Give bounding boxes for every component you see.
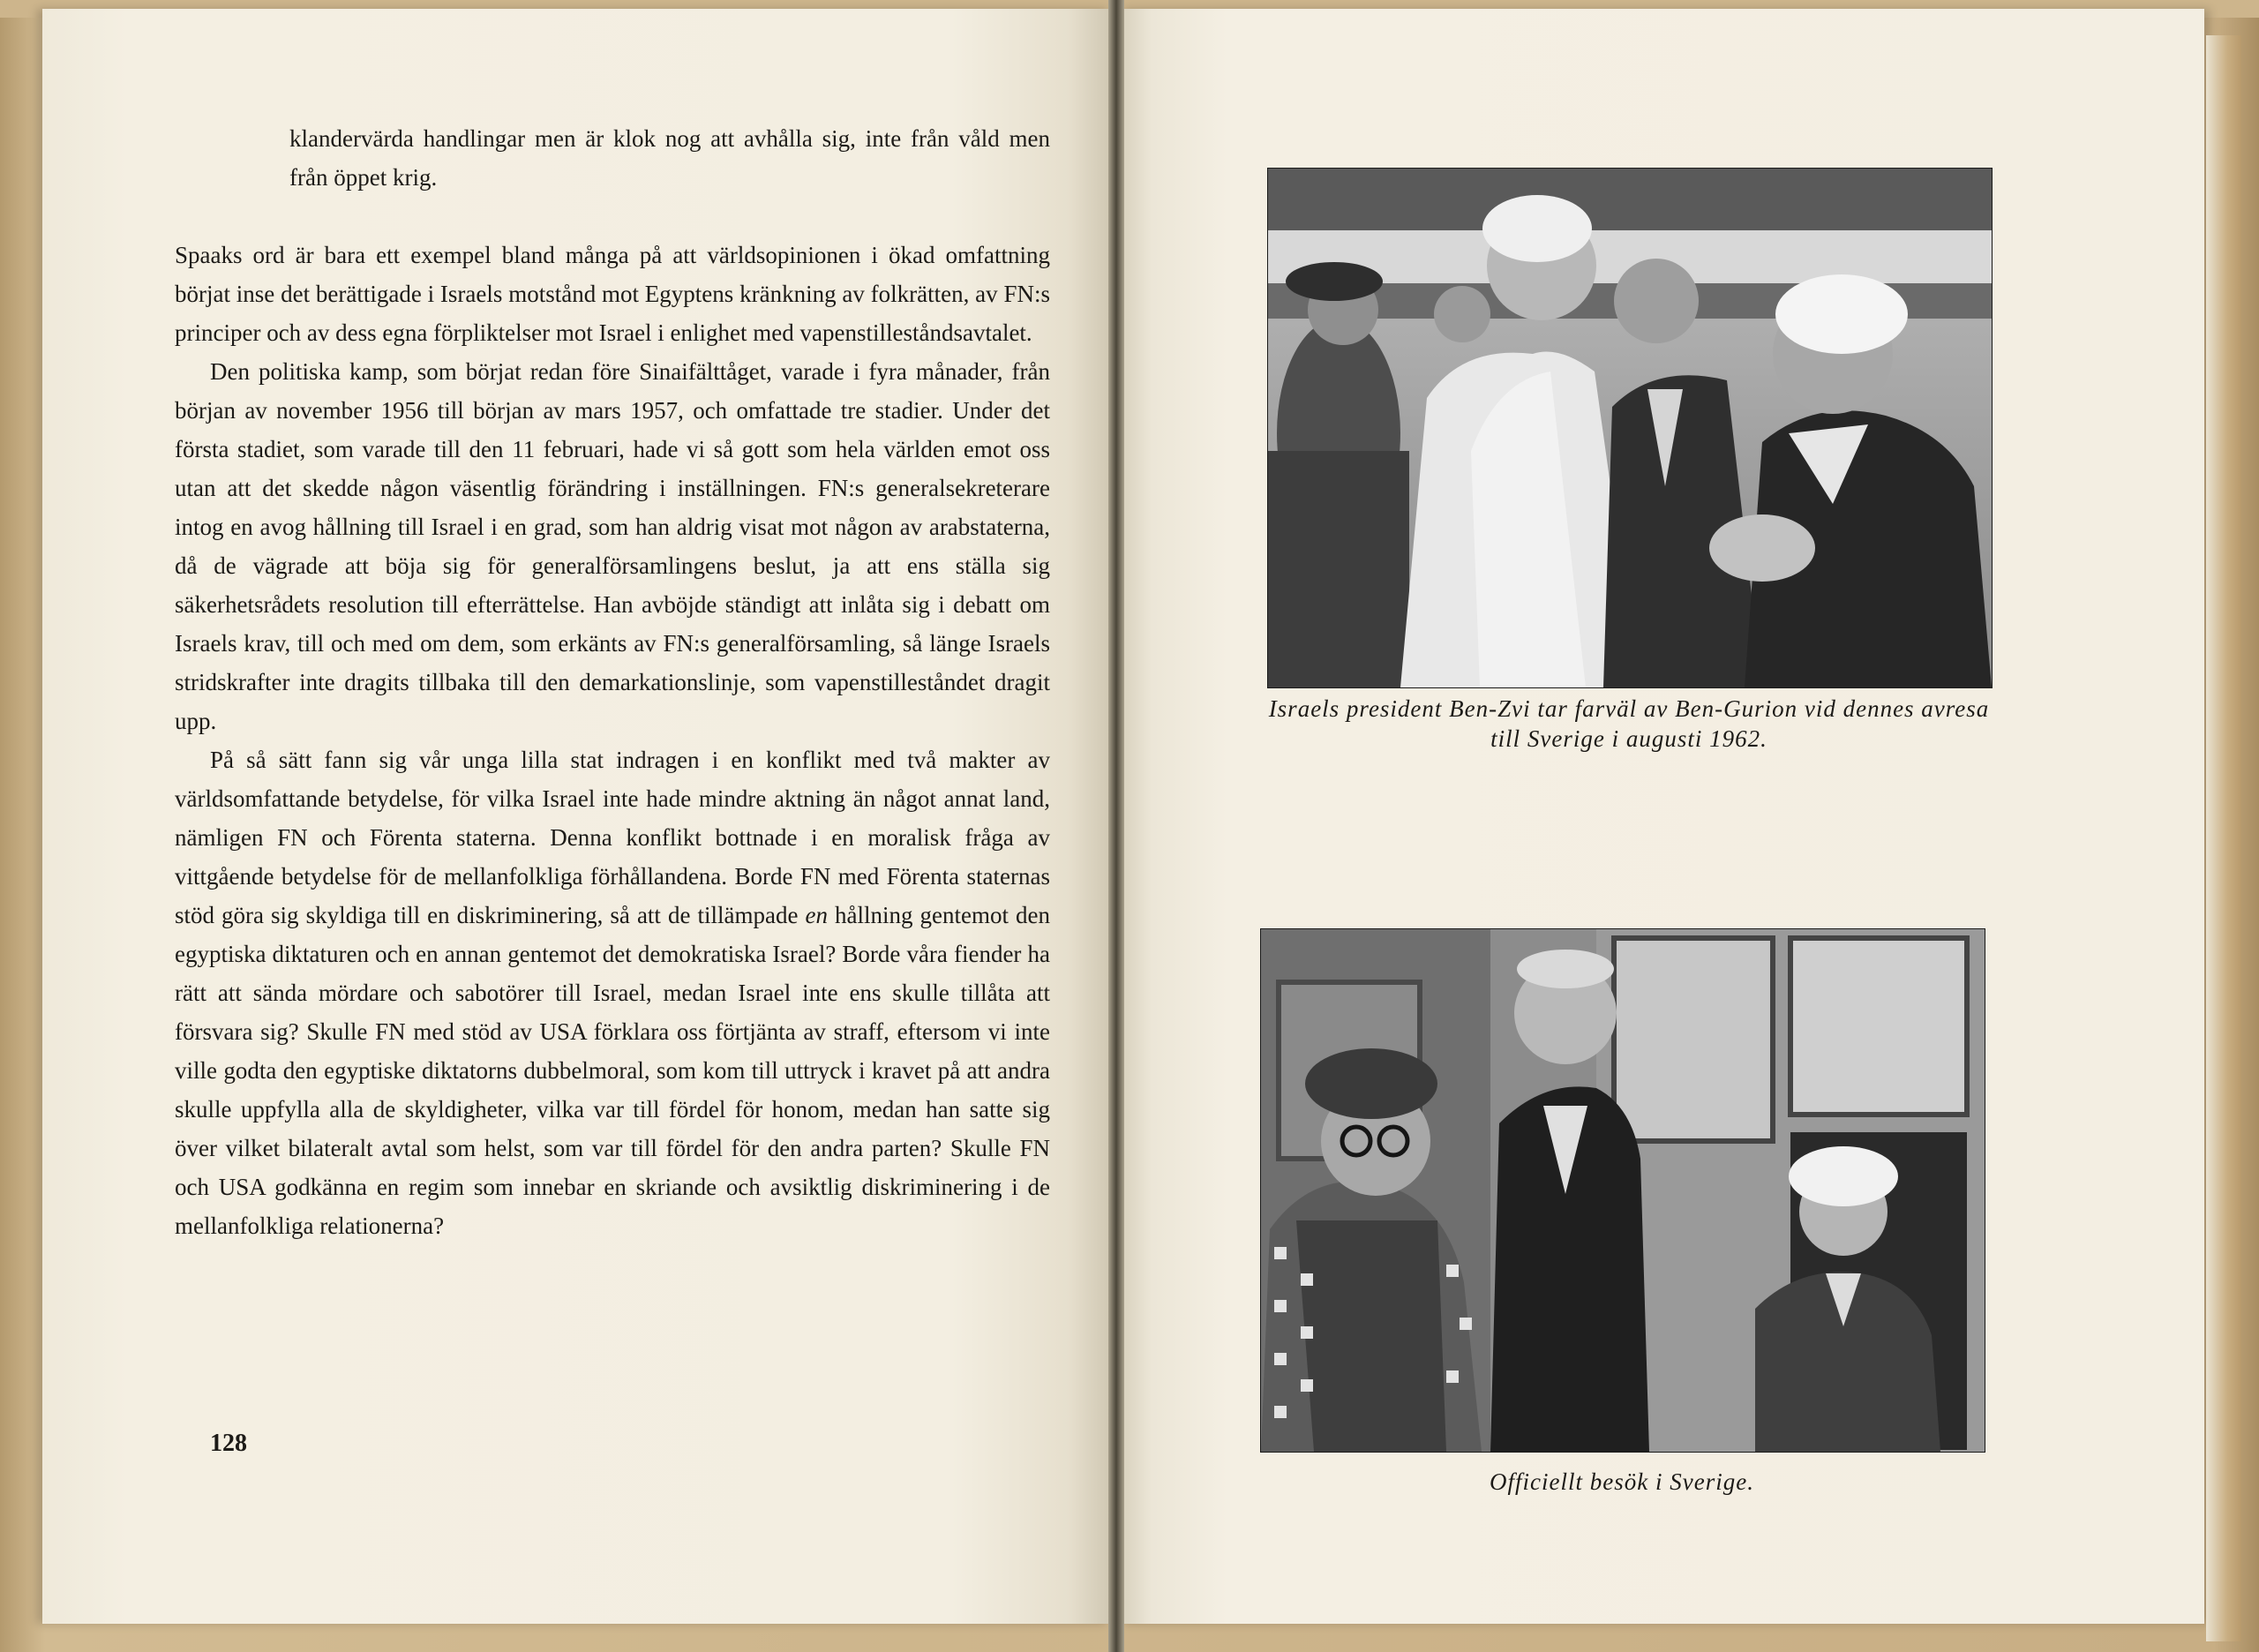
paragraph-3-part-2: hållning gentemot den egyptiska diktaturen och en annan gentemot det demokratiska Israel? Borde våra fiender ha rätt att sända mördare och sabotörer till Israel, medan Israel inte ens skulle tillåta att försvara sig? Skulle FN med stöd av USA förklara oss förtjänta av straff, eftersom vi inte ville godta den egyptiske diktatorns dubbelmoral, som kom till uttryck i kravet på att andra skulle uppfylla alla de skyldigheter, vilka var till fördel för honom, medan han satte sig över vilket bilateralt avtal som helst, som var till fördel för den andra parten? Skulle FN och USA godkänna en regim som innebar en skriande och avsiktlig diskriminering i de mellanfolkliga relationerna? — [175, 902, 1050, 1239]
paragraph-3-part-1: På så sätt fann sig vår unga lilla stat indragen i en konflikt med två makter av världsomfattande betydelse, för vilka Israel inte hade mindre aktning än något annat land, nämligen FN och Förenta staterna. Denna konflikt bottnade i en moralisk fråga av vittgående betydelse för de mellanfolkliga förhållandena. Borde FN med Förenta staternas stöd göra sig skyldiga till en diskriminering, så att de tillämpade — [175, 747, 1050, 928]
photo-ben-zvi-ben-gurion — [1267, 168, 1993, 688]
paragraph-3 — [175, 740, 1050, 1245]
emphasized-word: en — [805, 902, 828, 928]
block-quote: klandervärda handlingar men är klok nog att avhålla sig, inte från våld men från öppet krig. — [289, 125, 1050, 191]
page-number: 128 — [210, 1430, 247, 1457]
paragraph-2: Den politiska kamp, som börjat redan före Sinaifälttåget, varade i fyra månader, från början av november 1956 till början av mars 1957, och omfattade tre stadier. Under det första stadiet, som varade till den 11 februari, hade vi så gott som hela världen emot oss utan att det skedde någon väsentlig förändring i inställningen. FN:s generalsekreterare intog en avog hållning till Israel i en grad, som han aldrig visat mot någon av arabstaterna, då de vägrade att böja sig för generalförsamlingens beslut, ja att ens ställa sig säkerhetsrådets resolution till efterrättelse. Han avböjde ständigt att inlåta sig i debatt om Israels krav, till och med om dem, som erkänts av FN:s generalförsamling, så länge Israels stridskrafter inte dragits tillbaka till den demarkationslinje, som vapenstilleståndet dragit upp. — [175, 358, 1050, 734]
page-stack-edge — [2206, 35, 2241, 1641]
paragraph-1: Spaaks ord är bara ett exempel bland många på att världsopinionen i ökad omfattning börjat inse det berättigade i Israels motstånd mot Egyptens kränkning av folkrätten, av FN:s principer och av dess egna förpliktelser mot Israel i enlighet med vapenstilleståndsavtalet. — [175, 242, 1050, 346]
photo-official-visit-sweden — [1260, 928, 1985, 1453]
photo-1-caption: Israels president Ben-Zvi tar farväl av Ben-Gurion vid dennes avresa till Sverige i augusti 1962. — [1268, 695, 1990, 752]
book-gutter — [1108, 0, 1124, 1652]
photo-2-caption: Officiellt besök i Sverige. — [1490, 1468, 1754, 1495]
body-text — [175, 119, 1050, 1245]
left-page — [42, 9, 1112, 1624]
